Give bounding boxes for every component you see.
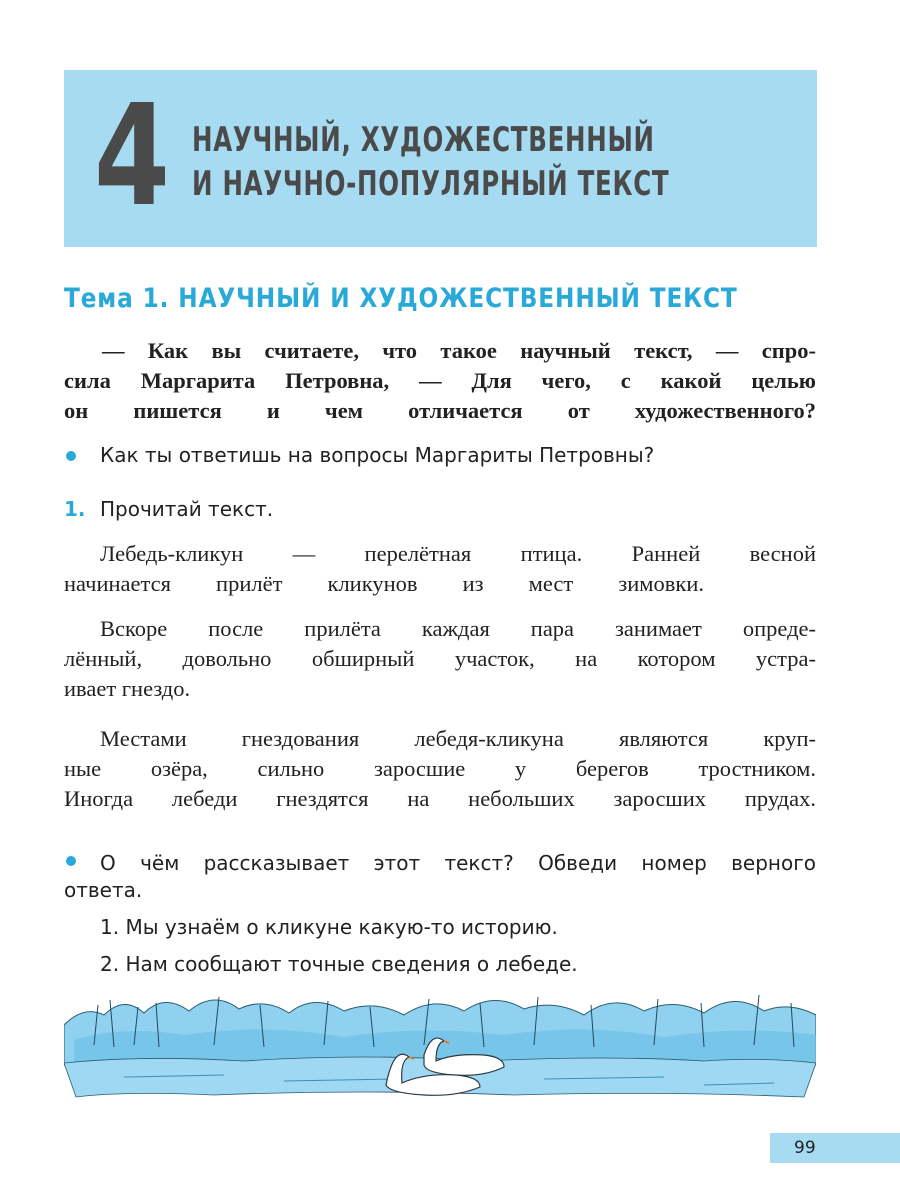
topic-lead: Тема 1. bbox=[64, 283, 170, 314]
text-line: начинается прилёт кликунов из мест зимовки. bbox=[64, 571, 704, 596]
bullet-icon bbox=[66, 856, 76, 866]
dialogue-line: сила Маргарита Петровна, — Для чего, с какой целью bbox=[64, 368, 816, 393]
reading-paragraph-2 bbox=[64, 614, 816, 704]
question-line: ответа. bbox=[64, 878, 143, 902]
answer-option-2[interactable]: 2. Нам сообщают точные сведения о лебеде. bbox=[100, 952, 578, 976]
reading-paragraph-1 bbox=[64, 539, 816, 599]
dialogue bbox=[64, 336, 816, 426]
topic-title: НАУЧНЫЙ И ХУДОЖЕСТВЕННЫЙ ТЕКСТ bbox=[178, 283, 738, 314]
chapter-number: 4 bbox=[94, 75, 170, 238]
text-line: Вскоре после прилёта каждая пара занимает опреде- bbox=[100, 616, 816, 641]
swan-lake-illustration bbox=[64, 985, 816, 1100]
topic-heading bbox=[64, 281, 738, 317]
page-number: 99 bbox=[770, 1133, 900, 1163]
dialogue-line: — Как вы считаете, что такое научный текст, — спро- bbox=[102, 338, 816, 363]
dialogue-line: он пишется и чем отличается от художественного? bbox=[64, 398, 816, 423]
question-line: О чём рассказывает этот текст? Обведи номер верного bbox=[100, 851, 816, 875]
text-line: Лебедь-кликун — перелётная птица. Ранней весной bbox=[100, 541, 816, 566]
question-2 bbox=[100, 849, 816, 877]
reading-paragraph-3 bbox=[64, 724, 816, 814]
task-number: 1. bbox=[64, 497, 86, 521]
bullet-icon bbox=[66, 451, 76, 461]
text-line: лённый, довольно обширный участок, на котором устра- bbox=[64, 646, 816, 671]
answer-option-1[interactable]: 1. Мы узнаём о кликуне какую-то историю. bbox=[100, 915, 558, 939]
text-line: ные озёра, сильно заросшие у берегов тростником. bbox=[64, 756, 816, 781]
chapter-title bbox=[192, 118, 669, 206]
question-text: Как ты ответишь на вопросы Маргариты Петровны? bbox=[100, 443, 655, 467]
text-line: ивает гнездо. bbox=[64, 676, 191, 701]
text-line: Иногда лебеди гнездятся на небольших заросших прудах. bbox=[64, 786, 816, 811]
text-line: Местами гнездования лебедя-кликуна являются круп- bbox=[100, 726, 816, 751]
chapter-title-line1: НАУЧНЫЙ, ХУДОЖЕСТВЕННЫЙ bbox=[192, 120, 655, 160]
chapter-title-line2: И НАУЧНО-ПОПУЛЯРНЫЙ ТЕКСТ bbox=[192, 164, 670, 204]
task-text: Прочитай текст. bbox=[100, 497, 274, 521]
